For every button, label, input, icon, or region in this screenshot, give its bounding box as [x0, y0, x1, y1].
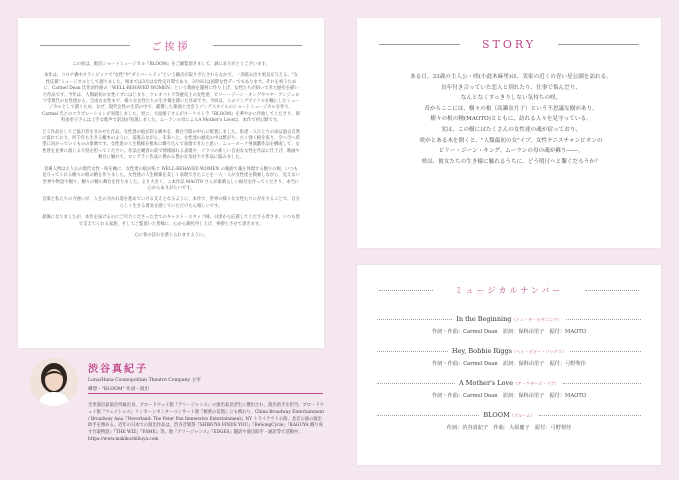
story-line: 実は、この樹にはたくさんの女性達の魂が宿っており、: [441, 126, 581, 133]
profile-name: 渋谷真紀子: [88, 364, 148, 375]
song-title-text: In the Beginning: [456, 315, 512, 323]
song-list: [377, 315, 641, 443]
greeting-panel: [18, 18, 324, 348]
story-body: [373, 72, 649, 167]
song-title: [448, 347, 570, 355]
story-line: ビリー・ジーン・キング、ムーランの母の魂が蘇り――。: [438, 148, 584, 155]
title-rule-right: [558, 44, 639, 45]
song-item: [377, 347, 641, 367]
song-item: [377, 379, 641, 399]
musical-numbers-panel: [357, 265, 661, 465]
greeting-paragraph: 心に春の訪れを感じられますように。: [134, 232, 208, 238]
greeting-paragraph: この度は、配信ショートミュージカル『BLOOM』をご観覧頂きまして、誠にありがとうございます。: [72, 62, 270, 67]
profile-role-line1: Luna/Hana Cosmopolitan Theatre Company 主宰: [88, 378, 201, 383]
song-title-text: Hey, Bobbie Riggs: [451, 347, 513, 355]
greeting-paragraph: どう作品をしてご協力者をきかせた作品、女性達の痕が彩る樹木を、舞台空間の中心に配置しました。私達一人ひとりの命は過去自然に溢れており、何千年も生きる樹木のように、前進みながら、未来へと、女性達の歴史の中は繁がり、古く強く根を張り、空へ空へ希望に向かっていくものの象徴です。女性達の人生模様を根本に織り込んで表現できたと思い、ニューヨーク州演劇作品を構成して、女性達を見事に演じる大役を担ってください。作品を観客の前で情緒溢れる表現や、ドラマの新しい自由な女性を作品に仕上げ、映画や舞台に触れて、ロングラン作品に携わる豊かな気持ちで作品に臨みました。: [42, 129, 300, 161]
song-title: [455, 379, 563, 387]
song-item: [377, 411, 641, 431]
song-rule-right: [539, 415, 641, 416]
title-rule-right: [585, 290, 639, 291]
title-rule-left: [379, 290, 433, 291]
song-credit: 作詞・作曲：Carmel Dean 訳詞：保科由里子 振付：MAOTO: [431, 329, 587, 335]
profile-header: [88, 360, 201, 393]
song-heading: [377, 347, 641, 355]
story-line: 咲は、彼女たちの生き様に触れるうちに、どう明日へと繋ぐだろうか？: [421, 158, 601, 165]
song-credit: 作詞・作曲：Carmel Dean 訳詞：保科由里子 振付：MAOTO: [431, 393, 587, 399]
story-line: ある日、33歳の主人公・咲(小此木麻里)は、実家の近くの青い星公園を訪れる。: [410, 74, 612, 80]
profile-role-line2: 構想・"BLOOM" 作詞・演出: [88, 387, 150, 392]
story-line: 樹々の根の精(MAOTO)とともに、訪れる人々を見守っている。: [430, 116, 592, 123]
song-item: [377, 315, 641, 335]
music-title: ミュージカルナンバー: [454, 286, 564, 295]
greeting-body: [42, 62, 300, 244]
song-heading: [377, 379, 641, 387]
story-title: STORY: [481, 38, 537, 51]
song-subtitle: （ヘイ・ボビー・リッグス）: [512, 349, 567, 354]
greeting-title: ご挨拶: [151, 42, 191, 53]
greeting-paragraph: 音楽と私たちの力強いが、人生の分かれ道を進めていける支えとなるように、本作で、世界の様々な女性たちに存在することで、自分らしく生きる勇気を感じていただけたら嬉しいです。: [42, 197, 300, 209]
greeting-paragraph: 本作は、コロナ禍中オランピックで"女性"や"ダイバーシティ"という観点が取りざたされるなかで、一歩踏み出す勇気を与える、"女性応援"ミュージカルとして創りました。根本では3月は女性史月間であり、3月8日は国際女性デーでもあります。それを祝うために、Carmel Dean 氏作詞作曲の「WELL-BEHAVED WOMEN」という歌曲を題材に作り上げ、女性たちが紡いできた歴史を描いた作品です。今年は、人類最初の女性イブにはじまり、クレオパトラ等歴史上の女性達、ビリー・ジーン・キングやマヤ・アンジェロウ等現代の女性達から、自由な女性まで、様々な女性たちの生き様を描いた作品です。今回は、このソングサイクルを軸にしたミュージカルとして描くため、なぜ、現代女性の生活の中で、厳選した楽曲と出会うソングスタイルのショートミュージカルを作り、Carmel 氏とのコラボレーションが実現しました。更に、大屋慶子さんがオーケストラ『BLOOM』を華やかに作曲してくださり、保科由里子さんは上手な歌声で訳詞が実現しました。ムーランの母によるA Mother's Loveは、本作で初公開です。: [42, 73, 300, 124]
story-line: なんとなくすっきりしない気持ちの咲。: [460, 95, 562, 102]
song-title: [452, 315, 566, 323]
portrait-illustration: [30, 358, 78, 406]
song-heading: [377, 411, 641, 419]
song-heading: [377, 315, 641, 323]
story-panel: [357, 18, 661, 248]
song-title-text: A Mother's Love: [459, 379, 514, 387]
greeting-paragraph: 登場人物は主人公の現代女性・咲を軸に、女性達の痕が紡ぐ WELL-BEHAVED WOMEN の楽曲で魂を体現する樹々の根、いつも見守ってくれる樹々の根の精を作りました。女性達の人生模様を美しく表現できたことを一人一人が女性達を模索しながら、見えない世界や物語で樹々、樹々の精の舞台を作りました。より大きく、こ本作品 MAOTO さんが素晴らしい振付を作ってくださり、本当に心からありがたいです。: [42, 166, 300, 191]
song-credit: 作詞・作曲：Carmel Dean 訳詞：保科由里子 振付：弓野梨佳: [432, 361, 586, 367]
song-rule-left: [377, 383, 455, 384]
greeting-title-row: [18, 38, 324, 53]
story-title-row: [357, 38, 661, 51]
story-line: 昔からここには、樹々の根（高瀬奈月子）という不思議な樹があり、: [424, 105, 598, 112]
story-line: 長年付き合っていた恋人と別れたり、仕事で悩んだり、: [441, 84, 581, 91]
profile-divider: [88, 393, 323, 394]
portrait-photo-icon: [30, 358, 78, 406]
song-rule-right: [570, 351, 641, 352]
title-rule-left: [379, 44, 460, 45]
title-rule-left: [40, 45, 130, 46]
story-line: 咲がとある木を開くと、"人類最初の女"イブ、女性テニスチャンピオンの: [419, 137, 603, 144]
song-subtitle: （イン・ザ・ビギニング）: [511, 317, 562, 322]
music-title-row: [357, 285, 661, 296]
song-rule-left: [377, 415, 479, 416]
song-rule-left: [377, 351, 448, 352]
song-rule-right: [566, 319, 641, 320]
song-subtitle: （ア・マザーズ・ラブ）: [513, 381, 559, 386]
song-subtitle: （ブルーム）: [509, 413, 535, 418]
song-credit: 作詞：渋谷真紀子 作曲：大屋慶子 振付：弓野梨佳: [446, 425, 572, 431]
song-title-text: BLOOM: [483, 411, 510, 419]
song-rule-left: [377, 319, 452, 320]
profile-bio: 全米演出家協会所属出身。ブロードウェイ版『アリージャンス』の演出家見習生に選出され、演出助手を担当。ブロードウェイ版『ウェイトレス』リンカーンセンターコンサート版『秘密の花園』にも携わり、China Broadway Entertainment / Broadway Asia『Neverland: The Peter Pan Immersive Entertainment』NY トライアウト公演、北京公演の演出助手を務める。近年の日本での演出作品は、渋谷音楽祭『SHIBUYA FINDS YOU』『ReSongCycle』『KAGUYA 織り成す竹取物語』『THE WIZ』『FAME』等。他『アリージャンス』『EDGES』翻訳や演出助手・通訳等で活動中。 https://www.makikoshibuya.com: [88, 403, 325, 442]
title-rule-right: [213, 45, 303, 46]
song-rule-right: [563, 383, 641, 384]
greeting-paragraph: 最後になりましたが、本作を届けるのにご尽力くださった全てのキャスト・スタッフ陣、日頃から応援してくださる皆さま、いつも傍で支えてくれる家族、そしてご覧頂いた皆様に、心から御礼申し上げ、挨拶とさせて頂きます。: [42, 215, 300, 227]
song-title: [479, 411, 538, 419]
